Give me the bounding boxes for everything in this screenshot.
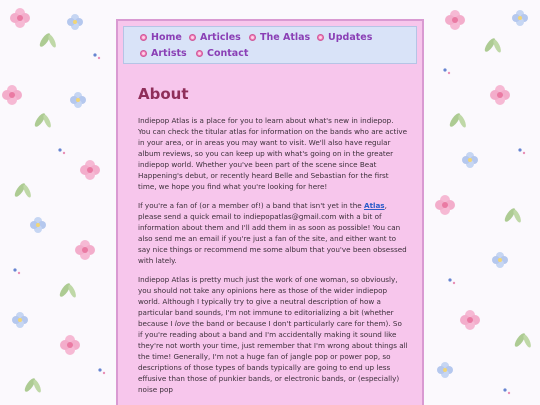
flower-bullet-icon: [317, 34, 324, 41]
nav-updates-link[interactable]: [317, 32, 372, 43]
disclaimer-emphasis: love: [174, 319, 190, 328]
flower-bullet-icon: [249, 34, 256, 41]
disclaimer-text-before: Indiepop Atlas is pretty much just the work of one woman, so obviously, you should not take any opinions here as those of the wider indiepop world. Although I typically try to give a neutral description of how a particular band sounds, I'm not immune to editorializing a bit (whether because I: [138, 275, 398, 328]
about-content: [138, 85, 408, 403]
nav-articles-link[interactable]: [189, 32, 241, 43]
intro-paragraph: Indiepop Atlas is a place for you to learn about what's new in indiepop. You can check the titular atlas for information on the bands who are active in your area, or in areas you may want to visit. We'll also have regular album reviews, so you can keep up with what's going on in the greater indiepop world. Whether you've been part of the scene since Beat Happening's debut, or recently heard Belle and Sebastian for the first time, we hope you find what you're looking for here!: [138, 116, 407, 191]
disclaimer-paragraph: [138, 274, 408, 395]
contact-paragraph: [138, 200, 408, 266]
atlas-link[interactable]: Atlas: [364, 201, 385, 210]
contact-text-before: If you're a fan of (or a member of!) a band that isn't yet in the: [138, 201, 364, 210]
nav-atlas-link[interactable]: [249, 32, 310, 43]
nav-atlas-label: The Atlas: [260, 32, 311, 43]
nav-bar: [123, 26, 417, 64]
disclaimer-text-after: the band or because I don't particularly care for them). So if you're reading about a band and I'm accidentally making it sound like they're not worth your time, just remember that I'm wrong about things all the time! Generally, I'm not a huge fan of jangle pop or power pop, so descriptions of those types of bands typically are going to end up less effusive than those of punkier bands, or electronic bands, or (especially) noise pop: [138, 319, 408, 394]
main-panel: [116, 19, 424, 405]
flower-bullet-icon: [189, 34, 196, 41]
nav-contact-label: Contact: [207, 48, 249, 59]
nav-artists-link[interactable]: [140, 48, 187, 59]
flower-bullet-icon: [140, 50, 147, 57]
nav-artists-label: Artists: [151, 48, 187, 59]
page-title: About: [138, 85, 189, 103]
flower-bullet-icon: [196, 50, 203, 57]
nav-contact-link[interactable]: [196, 48, 248, 59]
nav-updates-label: Updates: [328, 32, 373, 43]
nav-home-label: Home: [151, 32, 182, 43]
flower-bullet-icon: [140, 34, 147, 41]
nav-articles-label: Articles: [200, 32, 241, 43]
contact-text-after: , please send a quick email to indiepopatlas@gmail.com with a bit of information about them and I'll add them in as soon as possible! You can also send me an email if you're just a fan of the site, and either want to say nice things or recommend me some album that you've been obsessed with lately.: [138, 201, 407, 265]
nav-home-link[interactable]: [140, 32, 182, 43]
